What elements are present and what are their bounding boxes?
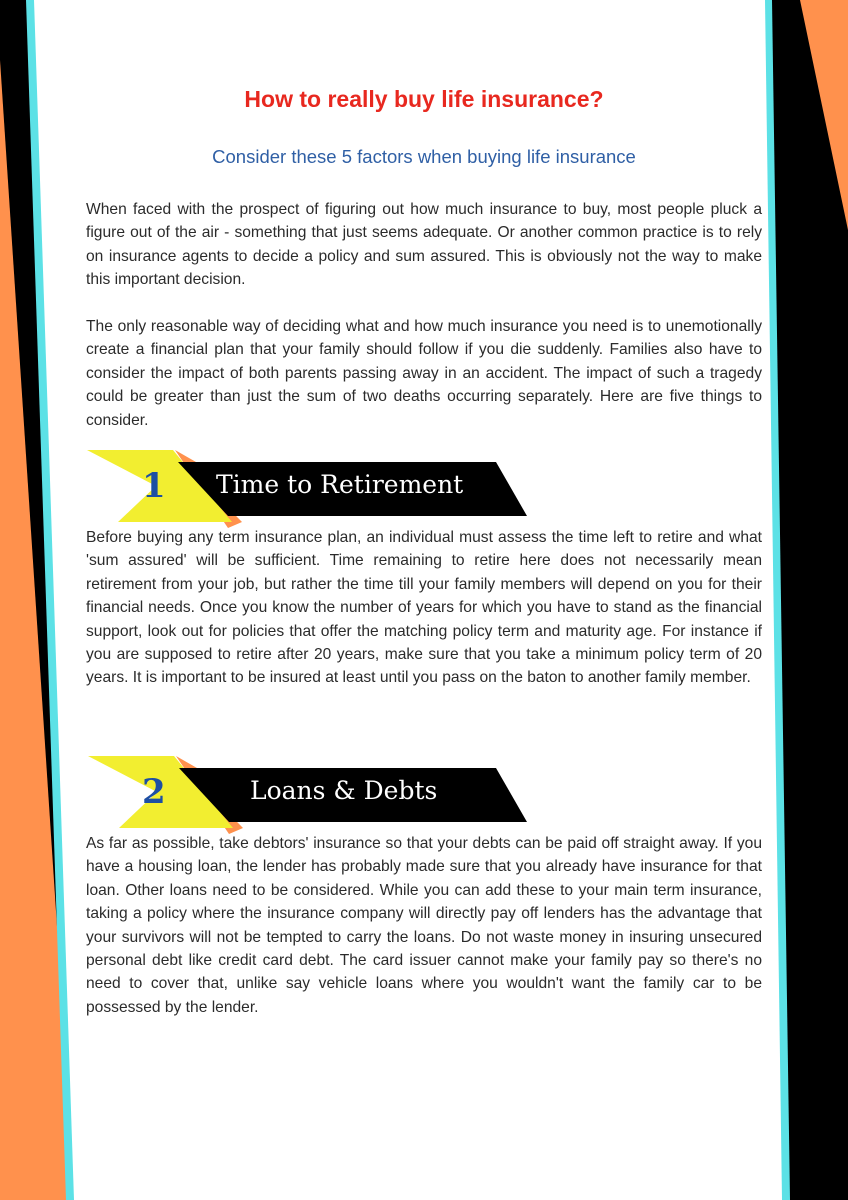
section-2-body: As far as possible, take debtors' insurance so that your debts can be paid off straight away. If you have a housing loan, the lender has probably made sure that you already have insurance for that loan. Other loans need to be considered. While you can add these to your main term insurance, taking a policy where the insurance company will directly pay off lenders has the advantage that your survivors will not be tempted to carry the loans. Do not waste money in insuring unsecured personal debt like credit card debt. The card issuer cannot make your family pay so there's no need to cover that, unlike say vehicle loans where you wouldn't want the family car to be possessed by the lender. (86, 835, 762, 1016)
section-1-body: Before buying any term insurance plan, an individual must assess the time left to retire and what 'sum assured' will be sufficient. Time remaining to retire here does not necessarily mean retirement from your job, but rather the time till your family members will depend on you for their financial needs. Once you know the number of years for which you have to stand as the financial support, look out for policies that offer the matching policy term and maturity age. For instance if you are supposed to retire after 20 years, make sure that you take a minimum policy term of 20 years. It is important to be insured at least until you pass on the baton to another family member. (86, 529, 762, 687)
section-1-number: 1 (142, 466, 166, 506)
section-1-title: Time to Retirement (216, 470, 464, 499)
page-subtitle: Consider these 5 factors when buying life insurance (212, 146, 636, 167)
intro-paragraph-1: When faced with the prospect of figuring out how much insurance to buy, most people pluck a figure out of the air - something that just seems adequate. Or another common practice is to rely on insurance agents to decide a policy and sum assured. This is obviously not the way to make this important decision. (86, 201, 762, 289)
section-2-number: 2 (142, 772, 166, 812)
section-2-title: Loans & Debts (250, 776, 438, 805)
intro-paragraph-2: The only reasonable way of deciding what and how much insurance you need is to unemotionally create a financial plan that your family should follow if you die suddenly. Families also have to consider the impact of both parents passing away in an accident. The impact of such a tragedy could be greater than just the sum of two deaths occurring separately. Here are five things to consider. (86, 318, 762, 429)
page-title: How to really buy life insurance? (244, 86, 604, 112)
